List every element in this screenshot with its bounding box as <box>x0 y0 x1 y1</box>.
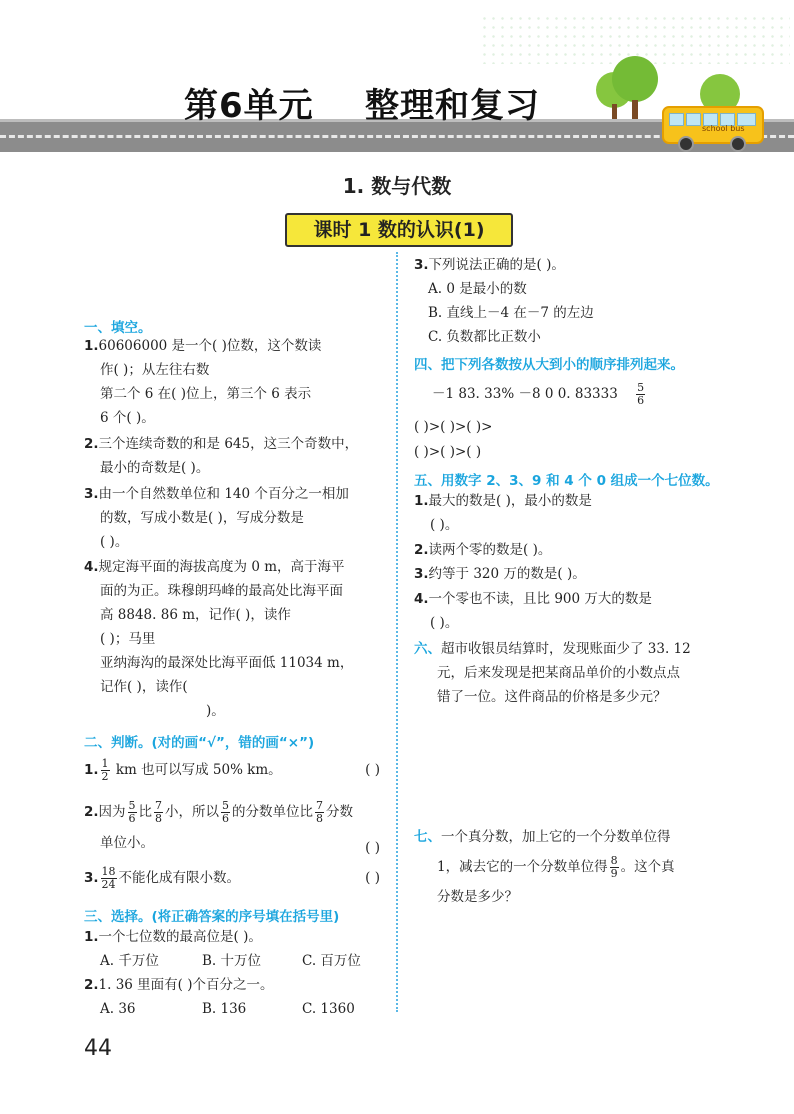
choice-2: 2.1. 36 里面有( )个百分之一。 A. 36 B. 136 C. 1360 <box>84 977 355 1017</box>
bus-label: school bus <box>702 124 745 133</box>
section-title: 1. 数与代数 <box>342 174 452 198</box>
lesson-title: 课时 1 数的认识(1) <box>285 213 513 247</box>
q2: 2.三个连续奇数的和是 645，这三个奇数中， 最小的奇数是( )。 <box>84 436 359 476</box>
fill-1: 1.最大的数是( )，最小的数是 ( )。 <box>414 493 592 533</box>
ordering-numbers: －1 83. 33% －8 0 0. 83333 $\frac{5}{6}$ <box>432 381 645 407</box>
judge-3: 3. $\frac{18}{24}$ 不能化成有限小数。 ( ) <box>84 865 380 891</box>
judge-2: 2.因为 $\frac{5}{6}$ 比 $\frac{7}{8}$ 小，所以 $\frac{5}{6}$ 的分数单位比 $\frac{7}{8}$ 分数 单位小。 ( ) <box>84 799 380 856</box>
section-5-heading: 五、用数字 2、3、9 和 4 个 0 组成一个七位数。 <box>414 473 719 489</box>
judge-1: 1. $\frac{1}{2}$ km 也可以写成 50% km。 ( ) <box>84 757 380 783</box>
section-4-heading: 四、把下列各数按从大到小的顺序排列起来。 <box>414 357 684 373</box>
section-1-heading: 一、填空。 <box>84 320 152 336</box>
ordering-row-1: ( )>( )>( )> <box>414 419 493 435</box>
page-number: 44 <box>84 1036 112 1061</box>
school-bus-icon <box>662 106 764 144</box>
q4: 4.规定海平面的海拔高度为 0 m，高于海平 面的为正。珠穆朗玛峰的最高处比海平面 高 8848. 86 m，记作( )，读作 ( )；马里 亚纳海沟的最深处比海平面低 11034 m， 记作( )，读作( )。 <box>84 559 354 719</box>
section-3-heading: 三、选择。(将正确答案的序号填在括号里) <box>84 909 340 925</box>
problem-7: 七、一个真分数，加上它的一个分数单位得 1，减去它的一个分数单位得 $\frac{8}{9}$ 。这个真 分数是多少？ <box>414 829 675 905</box>
q1: 1.60606000 是一个( )位数，这个数读 作( )；从左往右数 第二个 6 在( )位上，第三个 6 表示 6 个( )。 <box>84 338 322 426</box>
fill-2: 2.读两个零的数是( )。 <box>414 542 552 558</box>
ordering-row-2: ( )>( )>( ) <box>414 444 482 460</box>
choice-3: 3.下列说法正确的是( )。 A. 0 是最小的数 B. 直线上－4 在－7 的左边 C. 负数都比正数小 <box>414 257 594 345</box>
choice-1: 1.一个七位数的最高位是( )。 A. 千万位 B. 十万位 C. 百万位 <box>84 929 361 969</box>
unit-title: 第6单元 整理和复习 <box>184 86 541 126</box>
column-divider <box>396 252 398 1012</box>
section-2-heading: 二、判断。(对的画“√”，错的画“×”) <box>84 735 315 751</box>
q3: 3.由一个自然数单位和 140 个百分之一相加 的数，写成小数是( )，写成分数是 ( )。 <box>84 486 349 550</box>
fill-4: 4.一个零也不读，且比 900 万大的数是 ( )。 <box>414 591 652 631</box>
tree-canopy-mid <box>612 56 658 102</box>
problem-6: 六、超市收银员结算时，发现账面少了 33. 12 元，后来发现是把某商品单价的小数点点 错了一位。这件商品的价格是多少元？ <box>414 641 691 705</box>
fill-3: 3.约等于 320 万的数是( )。 <box>414 566 586 582</box>
